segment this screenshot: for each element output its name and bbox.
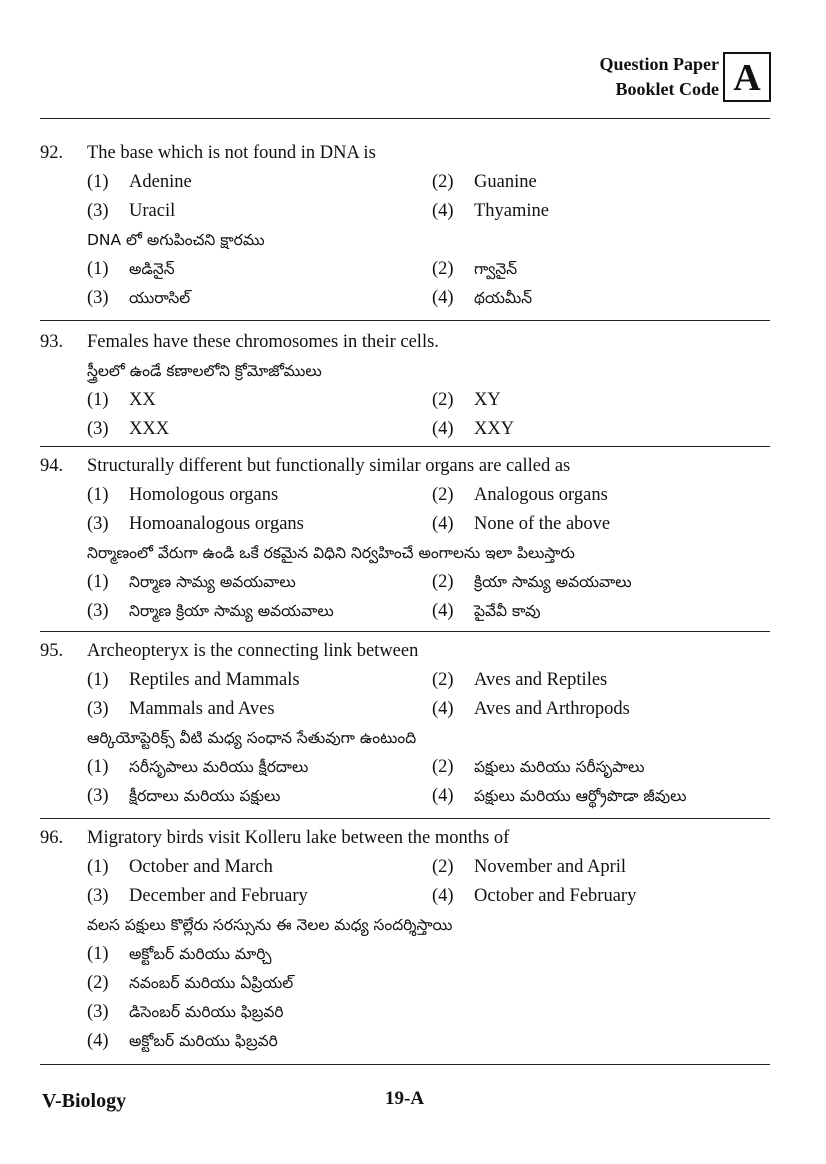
question-stem-en: Archeopteryx is the connecting link between <box>87 641 419 661</box>
option-4-en: (4) Thyamine <box>432 201 550 221</box>
option-2-en: (2) Analogous organs <box>432 485 608 505</box>
option-4-te: (4) అక్టోబర్ మరియు ఫిబ్రవరి <box>87 1031 278 1051</box>
option-2-te: (2) నవంబర్ మరియు ఏప్రియల్ <box>87 973 294 993</box>
question-93 <box>40 328 770 444</box>
question-92 <box>40 139 770 313</box>
question-stem-te: వలస పక్షులు కొల్లేరు సరస్సును ఈ నెలల మధ్య సందర్శిస్తాయి <box>87 916 453 934</box>
question-divider <box>40 631 770 632</box>
option-3-en: (3) December and February <box>87 886 308 906</box>
option-2-en: (2) Aves and Reptiles <box>432 670 608 690</box>
option-1-en: (1) Adenine <box>87 172 192 192</box>
question-stem-te: DNA లో అగుపించని క్షారము <box>87 231 265 249</box>
question-divider <box>40 818 770 819</box>
question-paper-label: Question Paper <box>599 54 719 74</box>
option-1-en: (1) Reptiles and Mammals <box>87 670 300 690</box>
question-stem-en: Migratory birds visit Kolleru lake between the months of <box>87 828 510 848</box>
option-4-te: (4) పక్షులు మరియు ఆర్థ్రోపొడా జీవులు <box>432 786 687 806</box>
option-2-en: (2) Guanine <box>432 172 537 192</box>
question-stem-te: స్త్రీలలో ఉండే కణాలలోని క్రోమోజోములు <box>87 362 322 380</box>
subject-label: V-Biology <box>42 1090 127 1112</box>
question-divider <box>40 446 770 447</box>
option-2-en: (2) November and April <box>432 857 627 877</box>
option-3-en: (3) Homoanalogous organs <box>87 514 304 534</box>
booklet-code-labels <box>585 52 719 102</box>
question-96 <box>40 824 770 1056</box>
option-1-te: (1) అక్టోబర్ మరియు మార్చి <box>87 944 272 964</box>
option-4-en: (4) None of the above <box>432 514 611 534</box>
question-stem-en: Structurally different but functionally similar organs are called as <box>87 456 571 476</box>
question-stem-te: ఆర్కియోప్టెరిక్స్ వీటి మధ్య సంధాన సేతువుగా ఉంటుంది <box>87 729 417 747</box>
option-3-te: (3) డిసెంబర్ మరియు ఫిబ్రవరి <box>87 1002 284 1022</box>
option-4-en: (4) October and February <box>432 886 637 906</box>
header-divider <box>40 118 770 119</box>
question-number: 92. <box>40 143 64 163</box>
booklet-code-header <box>585 52 775 108</box>
option-1-te: (1) సరీసృపాలు మరియు క్షీరదాలు <box>87 757 309 777</box>
option-1-te: (1) అడినైన్ <box>87 259 175 279</box>
option-1: (1) XX <box>87 390 156 410</box>
question-number: 94. <box>40 456 64 476</box>
option-2-te: (2) గ్వానైన్ <box>432 259 518 279</box>
option-3-te: (3) నిర్మాణ క్రియా సామ్య అవయవాలు <box>87 601 334 621</box>
option-1-te: (1) నిర్మాణ సామ్య అవయవాలు <box>87 572 296 592</box>
question-stem-en: Females have these chromosomes in their cells. <box>87 332 439 352</box>
question-stem-te: నిర్మాణంలో వేరుగా ఉండి ఒకే రకమైన విధిని నిర్వహించే అంగాలను ఇలా పిలుస్తారు <box>87 544 575 562</box>
option-2-te: (2) క్రియా సామ్య అవయవాలు <box>432 572 632 592</box>
option-4-te: (4) పైవేవీ కావు <box>432 601 541 621</box>
footer-divider <box>40 1064 770 1065</box>
option-3-en: (3) Mammals and Aves <box>87 699 275 719</box>
question-stem-en: The base which is not found in DNA is <box>87 143 376 163</box>
option-1-en: (1) October and March <box>87 857 273 877</box>
option-3-te: (3) క్షీరదాలు మరియు పక్షులు <box>87 786 281 806</box>
option-4-en: (4) Aves and Arthropods <box>432 699 630 719</box>
booklet-code-label: Booklet Code <box>615 79 719 99</box>
option-3-en: (3) Uracil <box>87 201 176 221</box>
question-number: 95. <box>40 641 64 661</box>
page-number: 19-A <box>385 1088 425 1109</box>
option-3: (3) XXX <box>87 419 170 439</box>
option-3-te: (3) యురాసిల్ <box>87 288 191 308</box>
booklet-code-box: A <box>723 52 771 102</box>
option-2-te: (2) పక్షులు మరియు సరీసృపాలు <box>432 757 645 777</box>
question-number: 96. <box>40 828 64 848</box>
question-number: 93. <box>40 332 64 352</box>
question-divider <box>40 320 770 321</box>
question-94 <box>40 452 770 626</box>
option-4-te: (4) థయమీన్ <box>432 288 533 308</box>
question-95 <box>40 637 770 811</box>
option-2: (2) XY <box>432 390 501 410</box>
option-1-en: (1) Homologous organs <box>87 485 279 505</box>
option-4: (4) XXY <box>432 419 515 439</box>
